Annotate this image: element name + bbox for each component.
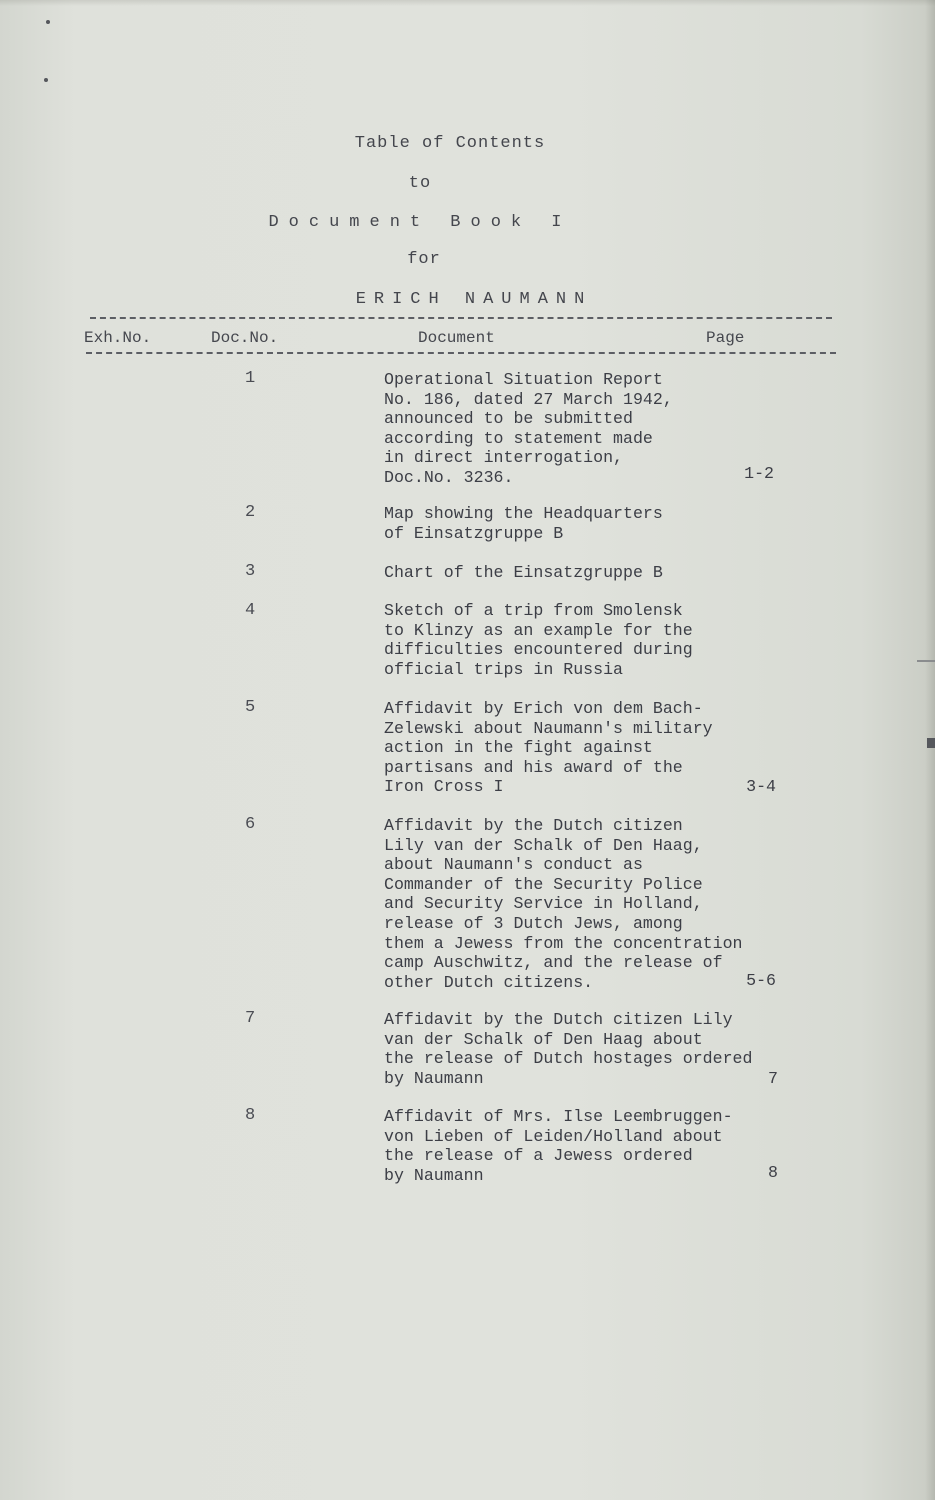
entry-description: Map showing the Headquarters of Einsatzgruppe B	[384, 504, 663, 543]
entry-doc-no: 1	[245, 369, 256, 388]
defendant-name: ERICH NAUMANN	[355, 290, 593, 309]
entry-page: 1-2	[744, 464, 774, 483]
entry-page: 8	[768, 1163, 778, 1182]
entry-page: 5-6	[746, 971, 776, 990]
entry-doc-no: 7	[245, 1009, 256, 1028]
entry-description: Sketch of a trip from Smolensk to Klinzy as an example for the difficulties encountered during official trips in Russia	[384, 601, 693, 679]
entry-description: Affidavit of Mrs. Ilse Leembruggen- von Lieben of Leiden/Holland about the release of a Jewess ordered by Naumann	[384, 1107, 733, 1185]
column-page: Page	[706, 329, 745, 347]
entry-doc-no: 6	[245, 815, 256, 834]
toc-subtitle-for: for	[407, 250, 441, 269]
margin-tick	[917, 660, 935, 662]
paper-mark	[44, 78, 48, 82]
column-doc-no: Doc.No.	[211, 329, 279, 347]
page-top-edge	[0, 0, 935, 6]
entry-doc-no: 2	[245, 503, 256, 522]
entry-doc-no: 8	[245, 1106, 256, 1125]
entry-description: Chart of the Einsatzgruppe B	[384, 563, 663, 582]
column-document: Document	[418, 329, 495, 347]
entry-description: Affidavit by the Dutch citizen Lily van der Schalk of Den Haag, about Naumann's conduct as Commander of the Security Police and Security Service in Holland, release of 3 Dutch Jews, among them a Jewess from the concentration camp Auschwitz, and the release of other Dutch citizens.	[384, 816, 743, 992]
entry-doc-no: 5	[245, 698, 256, 717]
entry-doc-no: 4	[245, 601, 256, 620]
entry-description: Affidavit by the Dutch citizen Lily van der Schalk of Den Haag about the release of Dutch hostages ordered by Naumann	[384, 1010, 753, 1088]
entry-page: 7	[768, 1069, 778, 1088]
entry-description: Operational Situation Report No. 186, dated 27 March 1942, announced to be submitted according to statement made in direct interrogation, Doc.No. 3236.	[384, 370, 673, 487]
entry-doc-no: 3	[245, 562, 256, 581]
document-book-title: Document Book I	[268, 213, 572, 232]
header-rule-top	[90, 317, 832, 319]
paper-mark	[46, 20, 50, 24]
header-rule-bottom	[86, 352, 836, 354]
toc-subtitle-to: to	[408, 174, 432, 193]
entry-description: Affidavit by Erich von dem Bach- Zelewski about Naumann's military action in the fight against partisans and his award of the Iron Cross I	[384, 699, 713, 797]
page-right-edge	[925, 0, 935, 1500]
entry-page: 3-4	[746, 777, 776, 796]
column-exh-no: Exh.No.	[84, 329, 152, 347]
margin-tick	[927, 738, 935, 748]
toc-title: Table of Contents	[354, 134, 546, 153]
